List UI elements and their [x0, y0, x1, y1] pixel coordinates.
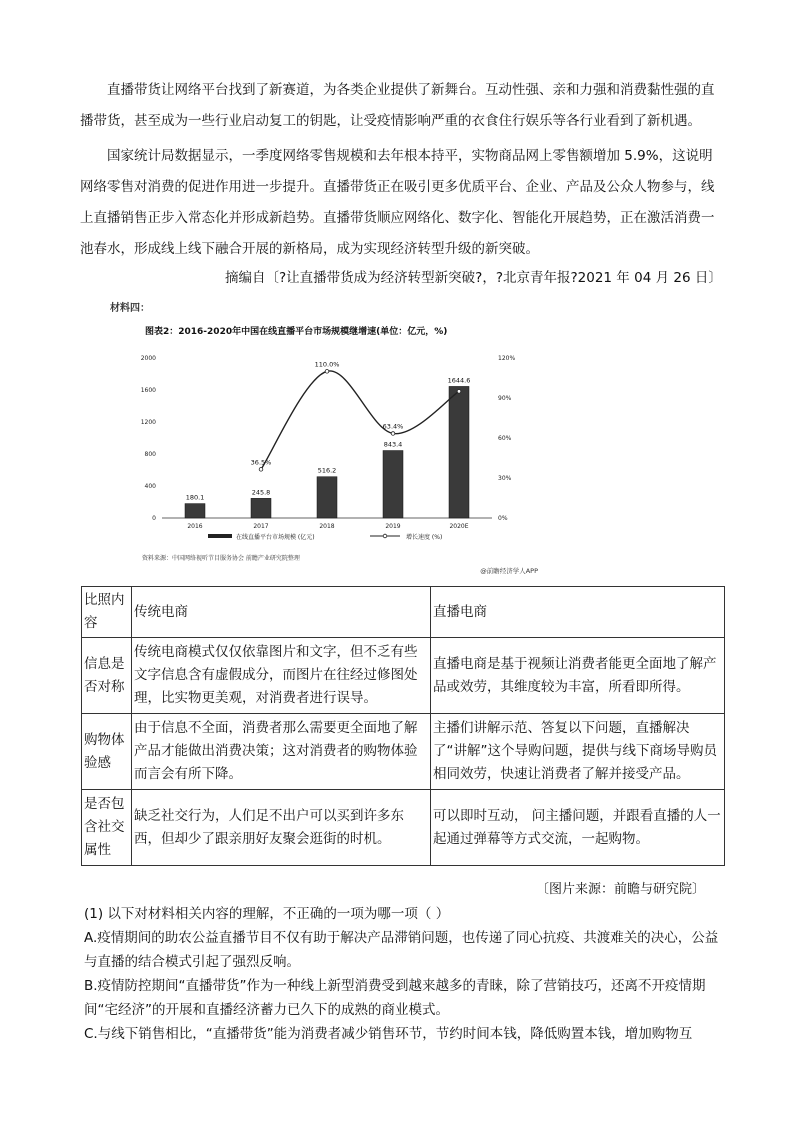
growth-value-label: 110.0%	[314, 360, 340, 369]
table-cell: 直播电商是基于视频让消费者能更全面地了解产品或效劳，其维度较为丰富，所看即所得。	[431, 638, 725, 714]
chart-source: 资料来源：中国网络视听节目服务协会 前瞻产业研究院整理	[142, 555, 300, 562]
y-left-tick-label: 2000	[140, 355, 156, 362]
y-right-tick-label: 0%	[498, 515, 508, 522]
market-chart	[120, 318, 540, 580]
table-row	[82, 714, 725, 790]
table-cell: 主播们讲解示范、答复以下问题，直播解决了“讲解”这个导购问题，提供与线下商场导购员相同效劳，快速让消费者了解并接受产品。	[431, 714, 725, 790]
x-tick-label: 2018	[319, 523, 335, 530]
x-tick-label: 2020E	[449, 523, 469, 530]
row-label: 信息是否对称	[82, 638, 132, 714]
growth-point	[259, 468, 263, 472]
y-right-tick-label: 120%	[498, 355, 516, 362]
row-label: 是否包含社交属性	[82, 790, 132, 866]
bar-value-label: 245.8	[251, 488, 271, 497]
option-c: C.与线下销售相比，“直播带货”能为消费者减少销售环节，节约时间本钱，降低购置本钱，增加购物互	[84, 1026, 693, 1042]
legend-bar-label: 在线直播平台市场规模 (亿元)	[236, 534, 315, 541]
article-source: 摘编自〔?让直播带货成为经济转型新突破?，?北京青年报?2021 年 04 月 26 日〕	[225, 270, 722, 286]
chart-watermark: @前瞻经济学人APP	[480, 567, 538, 575]
growth-point	[325, 370, 329, 374]
y-left-tick-label: 800	[144, 451, 156, 458]
bar	[185, 504, 205, 518]
paragraph-1: 直播带货让网络平台找到了新赛道，为各类企业提供了新舞台。互动性强、亲和力强和消费黏性强的直播带货，甚至成为一些行业启动复工的钥匙，让受疫情影响严重的衣食住行娱乐等各行业看到了新机遇。	[80, 82, 715, 129]
bar	[251, 498, 271, 518]
y-right-tick-label: 90%	[498, 395, 512, 402]
option-b: B.疫情防控期间“直播带货”作为一种线上新型消费受到越来越多的青睐，除了营销技巧，还离不开疫情期间“宅经济”的开展和直播经济蓄力已久下的成熟的商业模式。	[84, 978, 706, 1018]
growth-value-label: 63.4%	[382, 422, 404, 431]
bar-value-label: 516.2	[317, 466, 337, 475]
table-cell: 缺乏社交行为，人们足不出户可以买到许多东西，但却少了跟亲朋好友聚会逛街的时机。	[132, 790, 431, 866]
paragraph-2: 国家统计局数据显示，一季度网络零售规模和去年根本持平，实物商品网上零售额增加 5.9%，这说明网络零售对消费的促进作用进一步提升。直播带货正在吸引更多优质平台、企业、产品及公众人物参与，线上直播销售正步入常态化并形成新趋势。直播带货顺应网络化、数字化、智能化开展趋势，正在激活消费一池春水，形成线上线下融合开展的新格局，成为实现经济转型升级的新突破。	[80, 148, 715, 257]
header-cell: 比照内容	[82, 587, 132, 638]
y-left-tick-label: 1200	[140, 419, 156, 426]
table-cell: 传统电商模式仅仅依靠图片和文字，但不乏有些文字信息含有虚假成分，而图片在往经过修图处理，比实物更美观，对消费者进行误导。	[132, 638, 431, 714]
table-row	[82, 638, 725, 714]
legend-line-marker	[383, 534, 387, 538]
x-tick-label: 2019	[385, 523, 401, 530]
x-tick-label: 2017	[253, 523, 269, 530]
bar-value-label: 843.4	[383, 440, 403, 449]
growth-point	[457, 390, 461, 394]
bar	[317, 477, 337, 518]
chart-svg	[120, 318, 540, 580]
y-left-tick-label: 0	[152, 515, 156, 522]
y-right-tick-label: 60%	[498, 435, 512, 442]
table-row	[82, 790, 725, 866]
table-cell: 可以即时互动， 问主播问题，并跟看直播的人一起通过弹幕等方式交流，一起购物。	[431, 790, 725, 866]
chart-title: 图表2：2016-2020年中国在线直播平台市场规模继增速(单位：亿元，%)	[145, 327, 448, 337]
growth-line	[261, 371, 459, 469]
option-a: A.疫情期间的助农公益直播节目不仅有助于解决产品滞销问题，也传递了同心抗疫、共渡难关的决心，公益与直播的结合模式引起了强烈反响。	[84, 930, 719, 970]
table-header-row	[82, 587, 725, 638]
x-tick-label: 2016	[187, 523, 203, 530]
question-stem: (1) 以下对材料相关内容的理解，不正确的一项为哪一项（ ）	[84, 906, 450, 922]
y-left-tick-label: 1600	[140, 387, 156, 394]
legend-bar-swatch	[208, 534, 232, 538]
y-right-tick-label: 30%	[498, 475, 512, 482]
header-cell: 传统电商	[132, 587, 431, 638]
header-cell: 直播电商	[431, 587, 725, 638]
image-source: 〔图片来源：前瞻与研究院〕	[536, 882, 706, 897]
legend-line-label: 增长速度 (%)	[406, 534, 443, 541]
table-cell: 由于信息不全面，消费者那么需要更全面地了解产品才能做出消费决策；这对消费者的购物体验而言会有所下降。	[132, 714, 431, 790]
growth-value-label: 36.5%	[250, 458, 272, 467]
bar-value-label: 180.1	[185, 493, 205, 502]
row-label: 购物体验感	[82, 714, 132, 790]
material-label: 材料四：	[110, 303, 150, 314]
bar-value-label: 1644.6	[447, 376, 471, 385]
bar	[383, 451, 403, 518]
y-left-tick-label: 400	[144, 483, 156, 490]
growth-point	[391, 432, 395, 436]
bar	[449, 386, 469, 518]
comparison-table	[81, 586, 725, 866]
